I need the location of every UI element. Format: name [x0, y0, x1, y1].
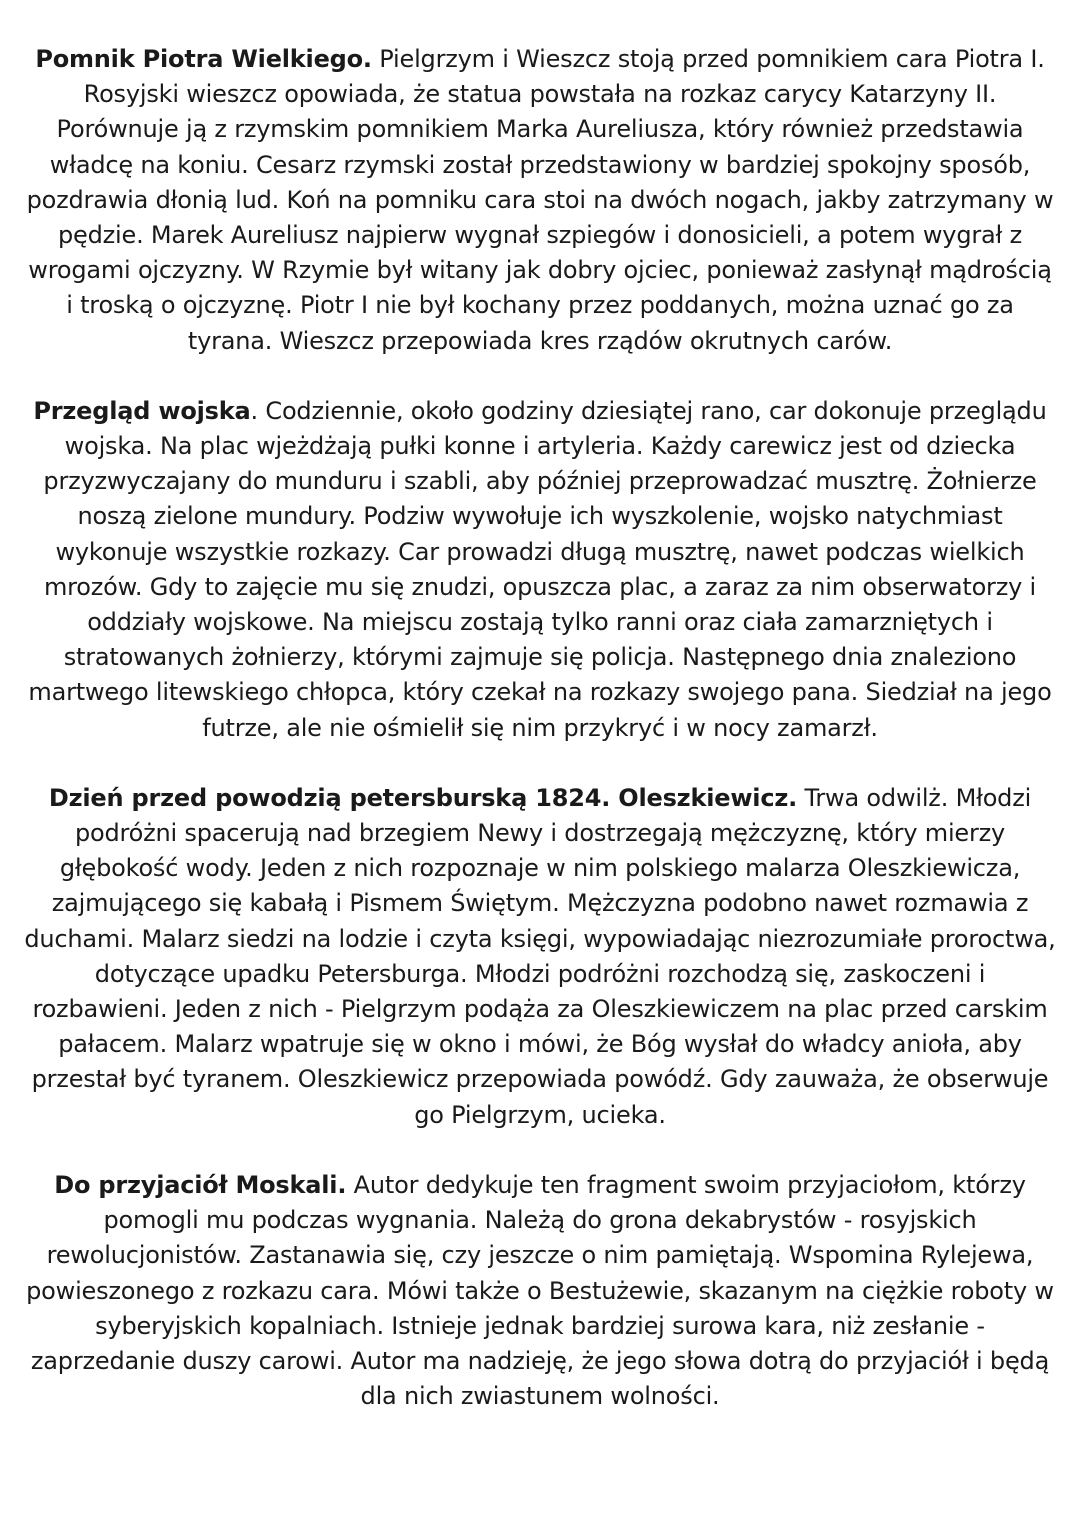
- section-heading: Przegląd wojska: [33, 396, 251, 425]
- section-heading: Pomnik Piotra Wielkiego.: [35, 45, 372, 73]
- section-body: Trwa odwilż. Młodzi podróżni spacerują nad brzegiem Newy i dostrzegają mężczyznę, który mierzy głębokość wody. Jeden z nich rozpoznaje w nim polskiego malarza Oleszkiewicza, zajmującego się kabałą i Pismem Świętym. Mężczyzna podobno nawet rozmawia z duchami. Malarz siedzi na lodzie i czyta księgi, wypowiadając niezrozumiałe proroctwa, dotyczące upadku Petersburga. Młodzi podróżni rozchodzą się, zaskoczeni i rozbawieni. Jeden z nich - Pielgrzym podąża za Oleszkiewiczem na plac przed carskim pałacem. Malarz wpatruje się w okno i mówi, że Bóg wysłał do władcy anioła, aby przestał być tyranem. Oleszkiewicz przepowiada powódź. Gdy zauważa, że obserwuje go Pielgrzym, ucieka.: [24, 783, 1056, 1129]
- section-do-przyjaciol-moskali: [24, 1168, 1056, 1414]
- section-heading: Do przyjaciół Moskali.: [54, 1170, 347, 1199]
- section-pomnik-piotra: [24, 42, 1056, 359]
- section-heading: Dzień przed powodzią petersburską 1824. Oleszkiewicz.: [48, 783, 798, 812]
- section-body: Pielgrzym i Wieszcz stoją przed pomnikiem cara Piotra I. Rosyjski wieszcz opowiada, że statua powstała na rozkaz carycy Katarzyny II. Porównuje ją z rzymskim pomnikiem Marka Aureliusza, który również przedstawia władcę na koniu. Cesarz rzymski został przedstawiony w bardziej spokojny sposób, pozdrawia dłonią lud. Koń na pomniku cara stoi na dwóch nogach, jakby zatrzymany w pędzie. Marek Aureliusz najpierw wygnał szpiegów i donosicieli, a potem wygrał z wrogami ojczyzny. W Rzymie był witany jak dobry ojciec, ponieważ zasłynął mądrością i troską o ojczyznę. Piotr I nie był kochany przez poddanych, można uznać go za tyrana. Wieszcz przepowiada kres rządów okrutnych carów.: [26, 45, 1054, 355]
- section-body: . Codziennie, około godziny dziesiątej rano, car dokonuje przeglądu wojska. Na plac wjeżdżają pułki konne i artyleria. Każdy carewicz jest od dziecka przyzwyczajany do munduru i szabli, aby później przeprowadzać musztrę. Żołnierze noszą zielone mundury. Podziw wywołuje ich wyszkolenie, wojsko natychmiast wykonuje wszystkie rozkazy. Car prowadzi długą musztrę, nawet podczas wielkich mrozów. Gdy to zajęcie mu się znudzi, opuszcza plac, a zaraz za nim obserwatorzy i oddziały wojskowe. Na miejscu zostają tylko ranni oraz ciała zamarzniętych i stratowanych żołnierzy, którymi zajmuje się policja. Następnego dnia znaleziono martwego litewskiego chłopca, który czekał na rozkazy swojego pana. Siedział na jego futrze, ale nie ośmielił się nim przykryć i w nocy zamarzł.: [28, 396, 1052, 742]
- section-body: Autor dedykuje ten fragment swoim przyjaciołom, którzy pomogli mu podczas wygnania. Należą do grona dekabrystów - rosyjskich rewolucjonistów. Zastanawia się, czy jeszcze o nim pamiętają. Wspomina Rylejewa, powieszonego z rozkazu cara. Mówi także o Bestużewie, skazanym na ciężkie roboty w syberyjskich kopalniach. Istnieje jednak bardziej surowa kara, niż zesłanie - zaprzedanie duszy carowi. Autor ma nadzieję, że jego słowa dotrą do przyjaciół i będą dla nich zwiastunem wolności.: [26, 1170, 1054, 1411]
- section-przeglad-wojska: [24, 394, 1056, 746]
- section-dzien-przed-powodzia: [24, 781, 1056, 1133]
